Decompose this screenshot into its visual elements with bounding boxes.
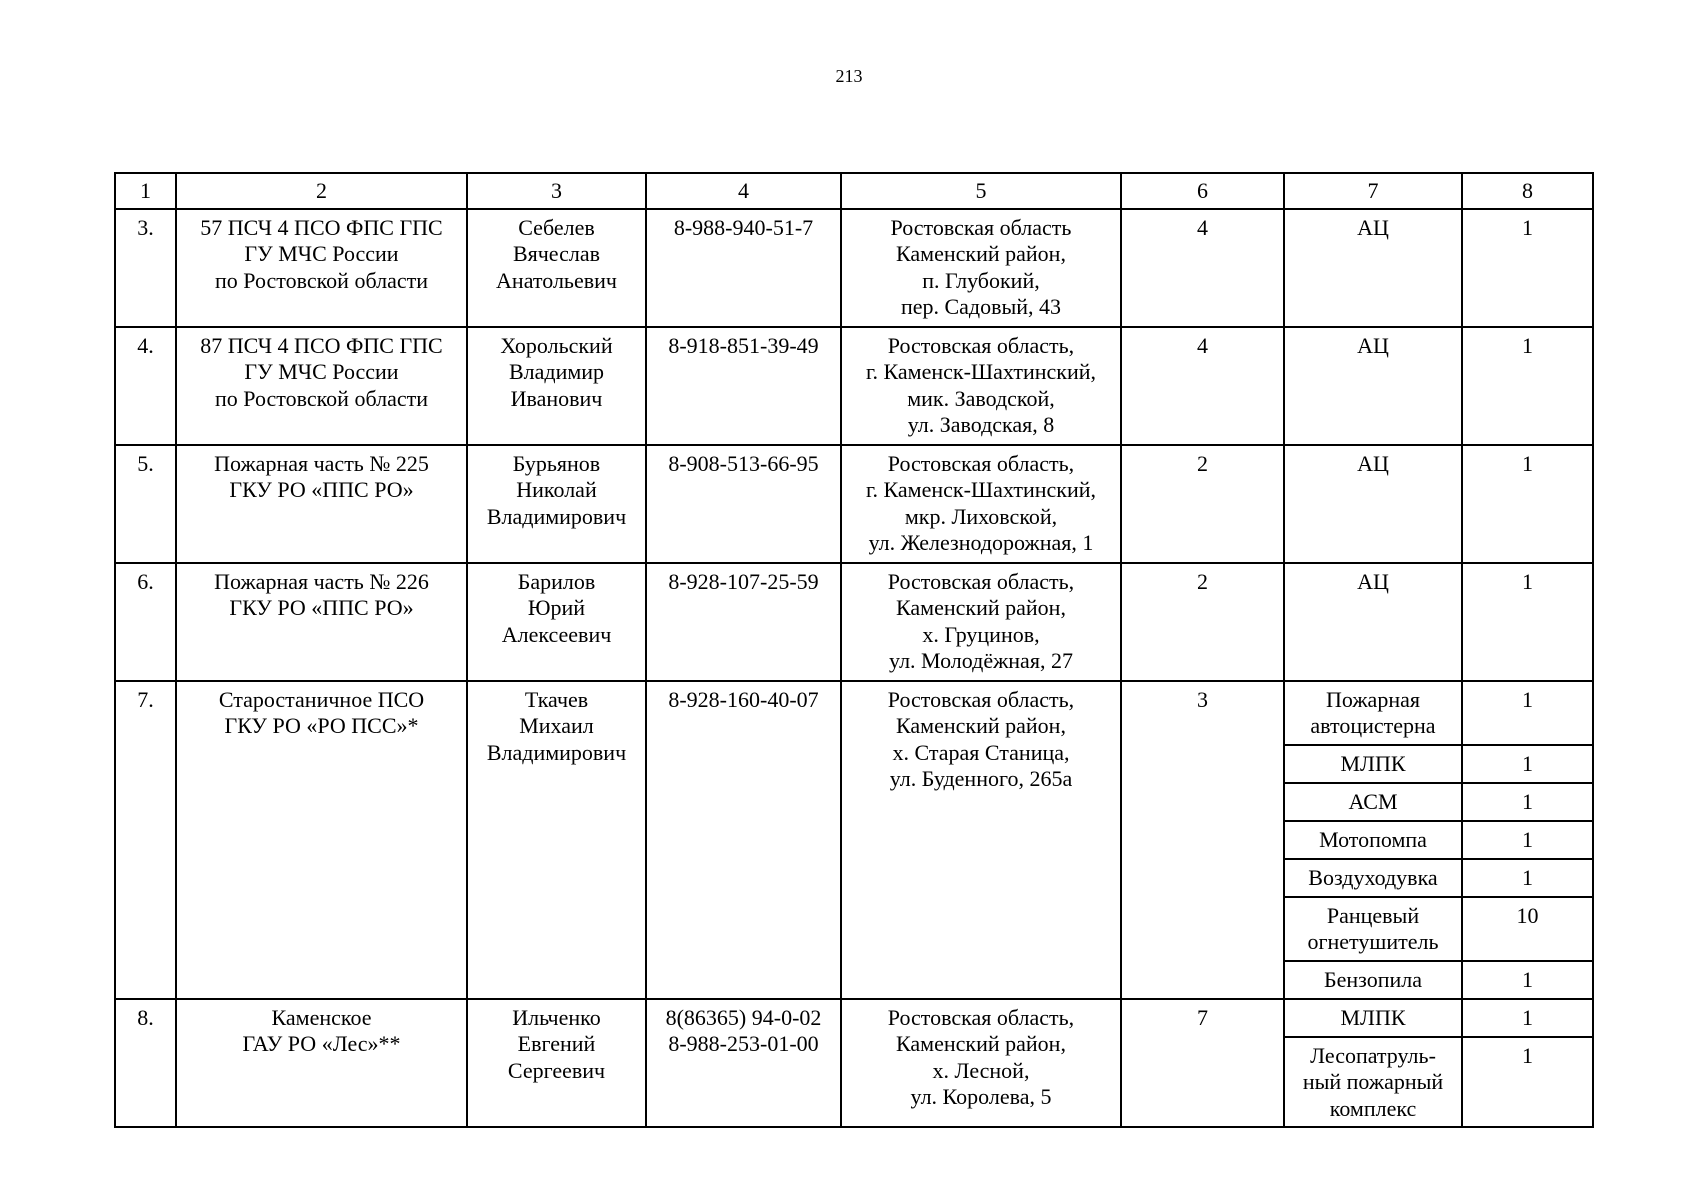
equipment-qty-cell: 1 (1462, 1037, 1593, 1127)
organization-cell: Пожарная часть № 226 ГКУ РО «ППС РО» (176, 563, 467, 681)
person-cell: Бурьянов Николай Владимирович (467, 445, 646, 563)
equipment-qty-cell: 1 (1462, 563, 1593, 681)
equipment-qty-cell: 10 (1462, 897, 1593, 961)
table-row (115, 681, 1593, 745)
equipment-type-cell: Ранцевый огнетушитель (1284, 897, 1462, 961)
equipment-type-cell: АЦ (1284, 327, 1462, 445)
row-number: 6. (115, 563, 176, 681)
equipment-type-cell: МЛПК (1284, 999, 1462, 1037)
equipment-type-cell: МЛПК (1284, 745, 1462, 783)
column-header: 4 (646, 173, 841, 209)
phone-cell: 8-988-940-51-7 (646, 209, 841, 327)
equipment-qty-cell: 1 (1462, 961, 1593, 999)
count-cell: 3 (1121, 681, 1284, 999)
address-cell: Ростовская область, Каменский район, х. Груцинов, ул. Молодёжная, 27 (841, 563, 1121, 681)
page-number: 213 (835, 66, 863, 86)
address-cell: Ростовская область, г. Каменск-Шахтинский, мкр. Лиховской, ул. Железнодорожная, 1 (841, 445, 1121, 563)
column-header: 6 (1121, 173, 1284, 209)
column-header: 1 (115, 173, 176, 209)
phone-cell: 8-918-851-39-49 (646, 327, 841, 445)
table-row (115, 209, 1593, 327)
phone-cell: 8-908-513-66-95 (646, 445, 841, 563)
row-number: 8. (115, 999, 176, 1127)
count-cell: 7 (1121, 999, 1284, 1127)
row-number: 4. (115, 327, 176, 445)
address-cell: Ростовская область Каменский район, п. Глубокий, пер. Садовый, 43 (841, 209, 1121, 327)
count-cell: 2 (1121, 445, 1284, 563)
row-number: 5. (115, 445, 176, 563)
address-cell: Ростовская область, г. Каменск-Шахтинский, мик. Заводской, ул. Заводская, 8 (841, 327, 1121, 445)
table-row (115, 999, 1593, 1037)
equipment-qty-cell: 1 (1462, 783, 1593, 821)
equipment-qty-cell: 1 (1462, 445, 1593, 563)
column-header: 8 (1462, 173, 1593, 209)
equipment-qty-cell: 1 (1462, 999, 1593, 1037)
phone-cell: 8-928-160-40-07 (646, 681, 841, 999)
equipment-type-cell: АЦ (1284, 209, 1462, 327)
column-header: 2 (176, 173, 467, 209)
equipment-type-cell: АЦ (1284, 445, 1462, 563)
equipment-qty-cell: 1 (1462, 327, 1593, 445)
equipment-qty-cell: 1 (1462, 681, 1593, 745)
equipment-qty-cell: 1 (1462, 859, 1593, 897)
equipment-type-cell: Бензопила (1284, 961, 1462, 999)
equipment-type-cell: АЦ (1284, 563, 1462, 681)
count-cell: 4 (1121, 209, 1284, 327)
table-row (115, 327, 1593, 445)
table-row (115, 445, 1593, 563)
phone-cell: 8-928-107-25-59 (646, 563, 841, 681)
count-cell: 2 (1121, 563, 1284, 681)
equipment-type-cell: Мотопомпа (1284, 821, 1462, 859)
phone-cell: 8(86365) 94-0-02 8-988-253-01-00 (646, 999, 841, 1127)
column-header: 5 (841, 173, 1121, 209)
equipment-type-cell: Пожарная автоцистерна (1284, 681, 1462, 745)
person-cell: Ильченко Евгений Сергеевич (467, 999, 646, 1127)
data-table (114, 172, 1594, 1128)
person-cell: Ткачев Михаил Владимирович (467, 681, 646, 999)
organization-cell: 57 ПСЧ 4 ПСО ФПС ГПС ГУ МЧС России по Ростовской области (176, 209, 467, 327)
row-number: 3. (115, 209, 176, 327)
equipment-type-cell: Воздуходувка (1284, 859, 1462, 897)
address-cell: Ростовская область, Каменский район, х. Старая Станица, ул. Буденного, 265а (841, 681, 1121, 999)
equipment-type-cell: АСМ (1284, 783, 1462, 821)
equipment-qty-cell: 1 (1462, 745, 1593, 783)
organization-cell: Старостаничное ПСО ГКУ РО «РО ПСС»* (176, 681, 467, 999)
person-cell: Барилов Юрий Алексеевич (467, 563, 646, 681)
table-row (115, 563, 1593, 681)
row-number: 7. (115, 681, 176, 999)
organization-cell: Пожарная часть № 225 ГКУ РО «ППС РО» (176, 445, 467, 563)
person-cell: Себелев Вячеслав Анатольевич (467, 209, 646, 327)
header-row (115, 173, 1593, 209)
equipment-qty-cell: 1 (1462, 821, 1593, 859)
equipment-qty-cell: 1 (1462, 209, 1593, 327)
equipment-type-cell: Лесопатруль- ный пожарный комплекс (1284, 1037, 1462, 1127)
person-cell: Хорольский Владимир Иванович (467, 327, 646, 445)
column-header: 3 (467, 173, 646, 209)
address-cell: Ростовская область, Каменский район, х. Лесной, ул. Королева, 5 (841, 999, 1121, 1127)
column-header: 7 (1284, 173, 1462, 209)
count-cell: 4 (1121, 327, 1284, 445)
organization-cell: Каменское ГАУ РО «Лес»** (176, 999, 467, 1127)
organization-cell: 87 ПСЧ 4 ПСО ФПС ГПС ГУ МЧС России по Ростовской области (176, 327, 467, 445)
